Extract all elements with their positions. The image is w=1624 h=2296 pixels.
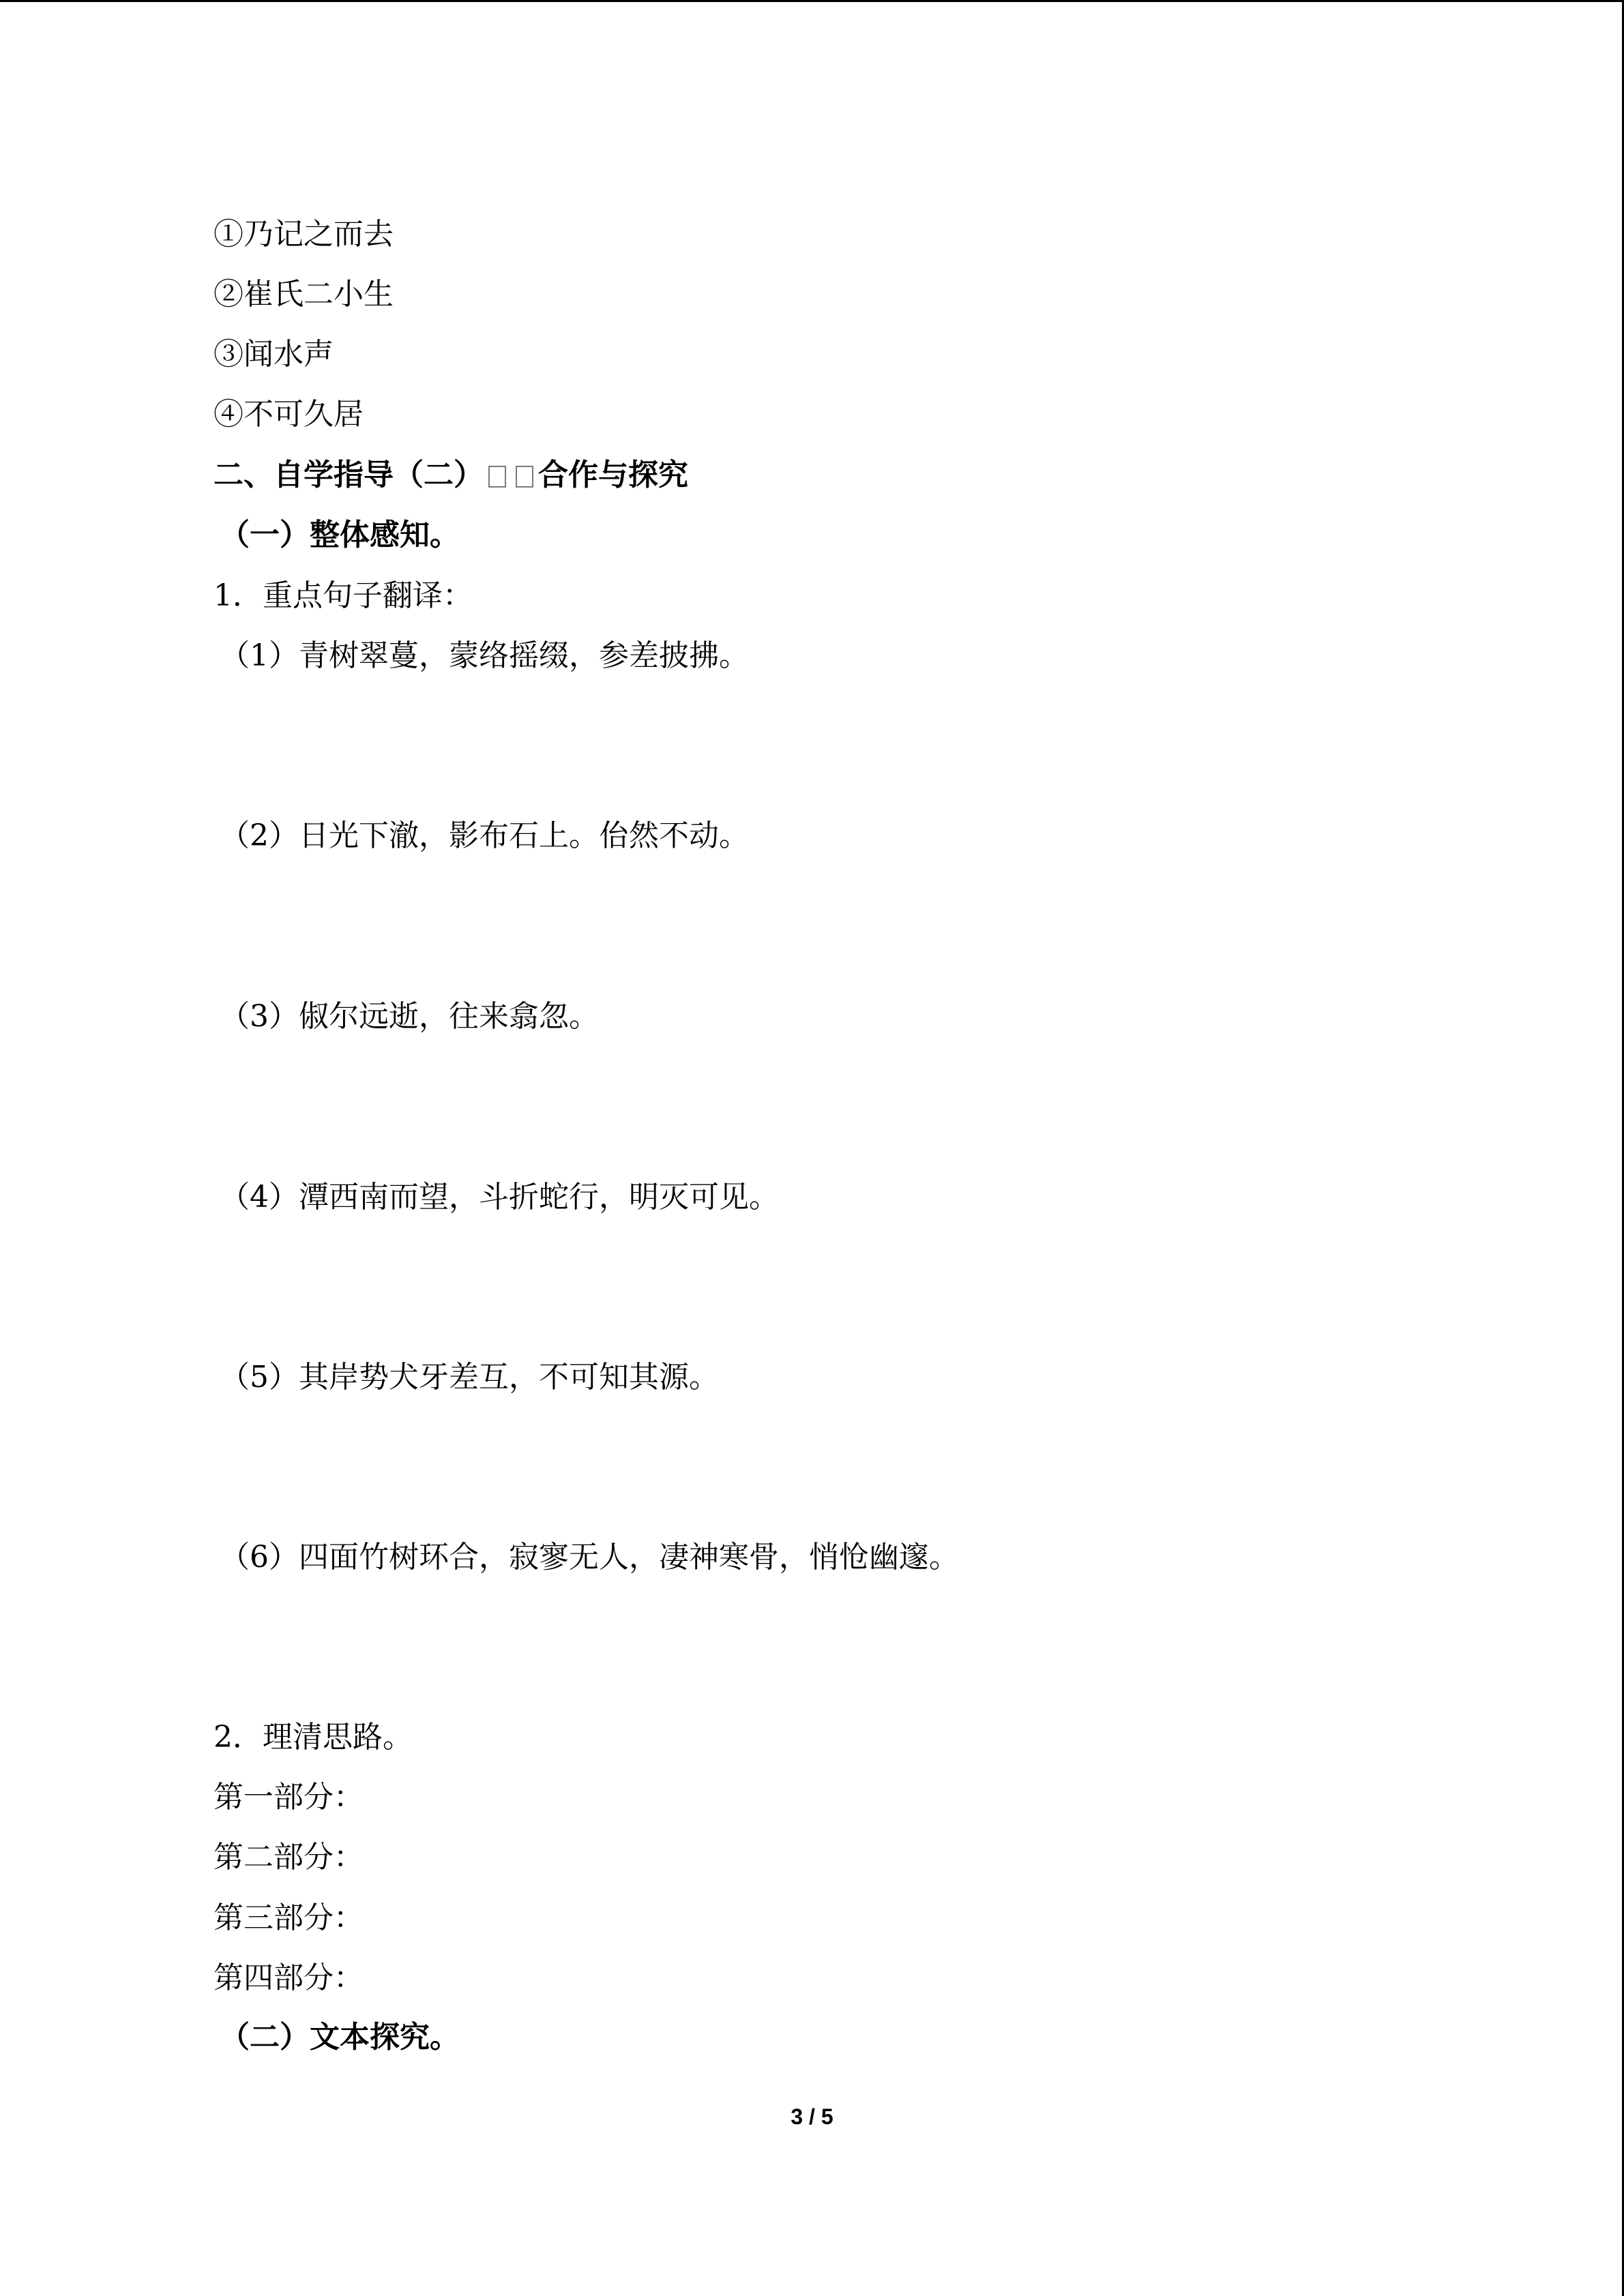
page-border-top: [0, 0, 1624, 2]
vocab-item: ④不可久居: [213, 397, 364, 432]
section-heading-post: 合作与探究: [538, 458, 688, 492]
missing-glyph-box: [488, 466, 506, 488]
translation-sentence: （1）青树翠蔓，蒙络摇缀，参差披拂。: [220, 638, 749, 673]
vocab-item: ②崔氏二小生: [213, 277, 394, 312]
outline-item: 第四部分：: [213, 1960, 364, 1995]
section-heading: [213, 455, 688, 496]
page-number: 3 / 5: [791, 2104, 833, 2129]
vocab-item: ③闻水声: [213, 337, 334, 372]
question-label: 1．重点句子翻译：: [213, 578, 473, 613]
outline-item: 第二部分：: [213, 1840, 364, 1875]
subsection-heading: （一）整体感知。: [220, 518, 460, 552]
subsection-heading: （二）文本探究。: [220, 2020, 460, 2055]
vocab-item: ①乃记之而去: [213, 217, 394, 252]
missing-glyph-box: [516, 466, 533, 488]
section-heading-pre: 二、自学指导（二）: [213, 458, 484, 492]
translation-sentence: （2）日光下澈，影布石上。佁然不动。: [220, 818, 749, 853]
question-label: 2．理清思路。: [213, 1720, 413, 1755]
translation-sentence: （3）俶尔远逝，往来翕忽。: [220, 999, 599, 1034]
translation-sentence: （5）其岸势犬牙差互，不可知其源。: [220, 1360, 719, 1395]
outline-item: 第一部分：: [213, 1780, 364, 1815]
translation-sentence: （6）四面竹树环合，寂寥无人，凄神寒骨，悄怆幽邃。: [220, 1540, 959, 1575]
translation-sentence: （4）潭西南而望，斗折蛇行，明灭可见。: [220, 1180, 779, 1214]
outline-item: 第三部分：: [213, 1900, 364, 1935]
